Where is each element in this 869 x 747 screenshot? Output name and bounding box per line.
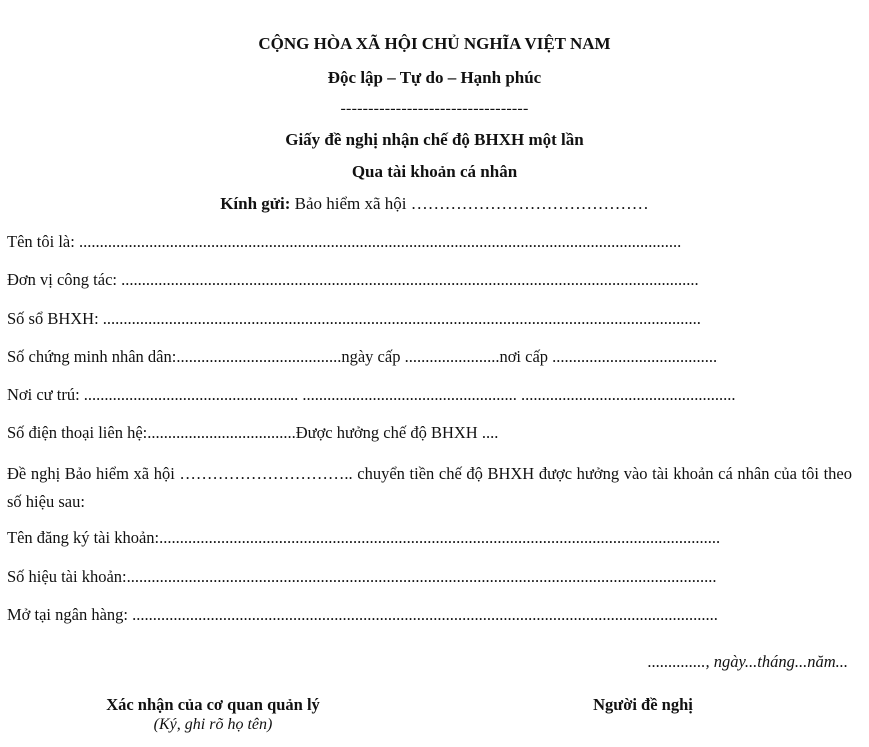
request-paragraph: Đề nghị Bảo hiểm xã hội ………………………….. chuyển tiền chế độ BHXH được hưởng vào tài khoản cá nhân của tôi theo số hiệu sau:	[7, 464, 852, 511]
motto: Độc lập – Tự do – Hạnh phúc	[327, 68, 542, 87]
date-line: .............., ngày...tháng...năm...	[647, 652, 848, 671]
name-field: Tên tôi là: ..................................................................................................................................................	[7, 232, 682, 251]
country-header: CỘNG HÒA XÃ HỘI CHỦ NGHĨA VIỆT NAM	[258, 34, 611, 53]
residence-field: Nơi cư trú: .................................................... .................................................... ....................................................	[7, 385, 736, 404]
workplace-field: Đơn vị công tác: ............................................................................................................................................	[7, 270, 699, 289]
phone-field: Số điện thoại liên hệ:....................................Được hưởng chế độ BHXH ....	[7, 423, 499, 442]
agency-signature-title: Xác nhận của cơ quan quản lý	[106, 695, 320, 714]
insurance-book-field: Số sổ BHXH: .................................................................................................................................................	[7, 309, 701, 328]
document-title: Giấy đề nghị nhận chế độ BHXH một lần	[285, 130, 584, 149]
signature-block-requester	[493, 695, 793, 715]
bank-field: Mở tại ngân hàng: ..............................................................................................................................................	[7, 605, 718, 624]
account-holder-field: Tên đăng ký tài khoản:........................................................................................................................................	[7, 528, 721, 547]
recipient-value: Bảo hiểm xã hội ……………………………………	[294, 194, 649, 213]
agency-signature-note: (Ký, ghi rõ họ tên)	[153, 716, 273, 733]
document-subtitle: Qua tài khoản cá nhân	[351, 162, 518, 181]
id-card-field: Số chứng minh nhân dân:........................................ngày cấp .......................nơi cấp ........................................	[7, 347, 718, 366]
header-divider: ----------------------------------	[340, 100, 529, 117]
recipient-label: Kính gửi:	[220, 194, 291, 213]
recipient-line	[0, 194, 869, 214]
account-number-field: Số hiệu tài khoản:...............................................................................................................................................	[7, 567, 717, 586]
signature-block-agency	[63, 695, 363, 734]
requester-signature-title: Người đề nghị	[593, 695, 693, 714]
